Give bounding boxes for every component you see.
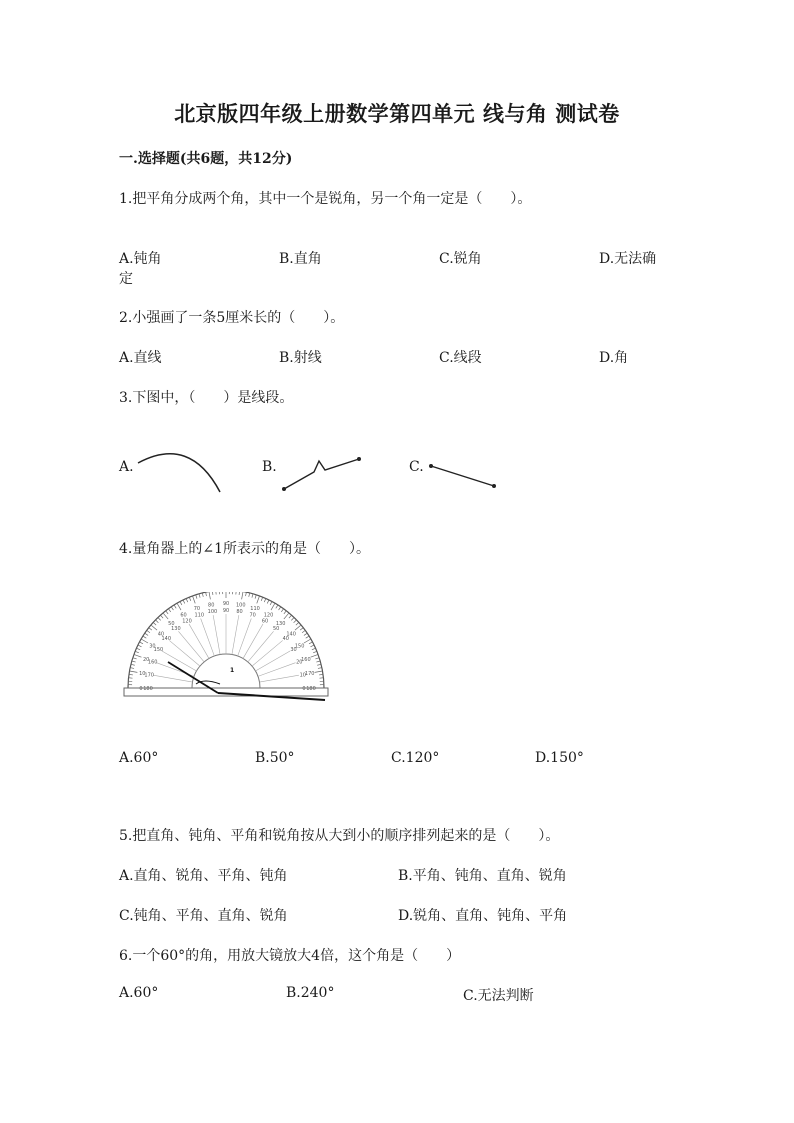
protractor-tick <box>135 651 139 652</box>
protractor-tick <box>261 597 262 601</box>
question-3-figure-label-a[interactable]: A. <box>119 459 134 475</box>
protractor-guide-line <box>213 615 220 654</box>
question-4-option-a[interactable]: A.60° <box>119 750 159 766</box>
protractor-tick <box>143 636 146 638</box>
protractor-tick <box>279 607 281 610</box>
angle-label: 1 <box>230 667 235 674</box>
protractor-scale-label: 70 <box>193 606 201 613</box>
protractor-tick <box>267 600 269 604</box>
protractor-scale-label: 0 <box>139 686 143 692</box>
protractor-tick <box>318 668 322 669</box>
protractor-tick <box>134 654 142 657</box>
protractor-tick <box>300 628 303 630</box>
protractor-tick <box>316 661 320 662</box>
protractor-scale-label: 60 <box>261 618 269 625</box>
question-6-option-b[interactable]: B.240° <box>286 985 335 1001</box>
section-heading: 一.选择题(共6题，共12分) <box>119 151 293 167</box>
protractor-guide-line <box>189 624 209 659</box>
protractor-tick <box>168 609 170 612</box>
question-2-option-d[interactable]: D.角 <box>599 350 629 366</box>
question-2-option-a[interactable]: A.直线 <box>119 350 162 366</box>
protractor-tick <box>132 661 136 662</box>
protractor-tick <box>160 615 163 618</box>
question-5-option-d[interactable]: D.锐角、直角、钝角、平角 <box>398 908 568 924</box>
protractor-scale-label: 150 <box>153 647 164 653</box>
question-1-option-d-wrap: 定 <box>119 271 133 287</box>
protractor-tick <box>317 664 321 665</box>
protractor-tick <box>304 639 311 643</box>
question-2-option-c[interactable]: C.线段 <box>439 350 482 366</box>
protractor-tick <box>239 592 240 595</box>
protractor-tick <box>183 600 185 604</box>
protractor-guide-line <box>255 651 290 671</box>
protractor-scale-label: 160 <box>301 656 311 663</box>
protractor-tick <box>313 651 317 652</box>
protractor-guide-line <box>259 675 298 682</box>
question-2-option-b[interactable]: B.射线 <box>279 350 322 366</box>
page-title: 北京版四年级上册数学第四单元 线与角 测试卷 <box>174 101 620 126</box>
protractor-tick <box>151 625 157 630</box>
protractor-tick <box>309 642 313 644</box>
protractor-scale-label: 40 <box>157 631 165 638</box>
protractor-tick <box>147 630 150 632</box>
protractor-tick <box>270 601 272 605</box>
protractor-scale-label: 70 <box>249 612 256 619</box>
protractor-scale-label: 20 <box>296 659 303 666</box>
question-1-option-c[interactable]: C.锐角 <box>439 251 482 267</box>
protractor-tick <box>189 597 190 601</box>
protractor-tick <box>174 605 176 608</box>
protractor-tick <box>291 618 294 621</box>
protractor-scale-label: 30 <box>149 643 156 650</box>
protractor-tick <box>294 620 297 623</box>
protractor-tick <box>315 671 323 672</box>
protractor-tick <box>129 674 133 675</box>
question-1-stem: 1.把平角分成两个角，其中一个是锐角，另一个角一定是（ ）。 <box>119 191 532 207</box>
protractor-tick <box>252 594 253 598</box>
question-2-stem: 2.小强画了一条5厘米长的（ ）。 <box>119 310 345 326</box>
protractor-tick <box>310 645 314 647</box>
protractor-tick <box>212 592 213 595</box>
question-5-option-a[interactable]: A.直角、锐角、平角、钝角 <box>119 868 288 884</box>
protractor-tick <box>255 595 256 599</box>
protractor-scale-label: 120 <box>263 612 274 619</box>
protractor-scale-label: 10 <box>139 671 146 678</box>
protractor-scale-label: 60 <box>180 612 187 619</box>
protractor-scale-label: 170 <box>304 671 315 678</box>
protractor-tick <box>136 648 140 650</box>
protractor-tick <box>264 598 266 602</box>
protractor-guide-line <box>201 618 215 656</box>
protractor-tick <box>312 648 316 650</box>
protractor-tick <box>295 625 301 630</box>
protractor-tick <box>180 601 182 605</box>
protractor-guide-line <box>153 675 192 682</box>
protractor-scale-label: 150 <box>294 643 305 650</box>
protractor-scale-label: 160 <box>147 659 158 666</box>
question-4-option-c[interactable]: C.120° <box>391 750 440 766</box>
protractor-scale-label: 80 <box>236 609 243 616</box>
protractor-scale-label: 90 <box>222 608 230 614</box>
protractor-scale-label: 100 <box>207 609 218 616</box>
protractor-scale-label: 180 <box>306 686 316 692</box>
protractor-scale-label: 30 <box>290 647 297 653</box>
protractor-tick <box>257 596 260 604</box>
protractor-tick <box>242 592 243 599</box>
protractor-tick <box>156 620 159 623</box>
protractor-tick <box>302 630 305 632</box>
protractor-tick <box>149 628 152 630</box>
protractor-scale-label: 170 <box>144 672 154 679</box>
question-4-stem: 4.量角器上的∠1所表示的角是（ ）。 <box>119 541 370 557</box>
question-3-figure-label-c[interactable]: C. <box>409 459 424 475</box>
protractor-scale-label: 90 <box>222 601 230 607</box>
protractor-scale-label: 130 <box>275 620 286 627</box>
protractor-guide-line <box>178 631 204 662</box>
protractor-tick <box>129 671 137 672</box>
protractor-scale-label: 0 <box>302 686 306 692</box>
protractor-scale-label: 140 <box>161 635 172 642</box>
protractor-base <box>124 688 328 696</box>
question-6-stem: 6.一个60°的角，用放大镜放大4倍，这个角是（ ） <box>119 948 461 964</box>
protractor-tick <box>249 593 250 597</box>
protractor-tick <box>319 674 323 675</box>
protractor-scale-label: 110 <box>250 606 260 613</box>
protractor-tick <box>133 658 137 659</box>
protractor-tick <box>315 658 319 659</box>
question-1-option-d[interactable]: D.无法确 <box>599 251 657 267</box>
protractor-tick <box>304 633 307 635</box>
question-1-option-a[interactable]: A.钝角 <box>119 251 162 267</box>
protractor-guide-line <box>169 640 200 666</box>
protractor-tick <box>139 642 143 644</box>
protractor-scale-label: 20 <box>142 656 150 663</box>
protractor-tick <box>177 603 181 610</box>
protractor-tick <box>131 664 135 665</box>
protractor-tick <box>166 611 168 614</box>
protractor-tick <box>196 595 197 599</box>
protractor-guide-line <box>258 663 296 677</box>
question-4-option-b[interactable]: B.50° <box>255 750 295 766</box>
protractor-scale-label: 40 <box>282 635 289 642</box>
protractor-guide-line <box>248 631 274 662</box>
protractor-tick <box>130 668 134 669</box>
protractor-guide-line <box>252 640 283 666</box>
protractor-tick <box>271 603 275 610</box>
protractor-tick <box>284 611 286 614</box>
protractor-tick <box>209 592 210 599</box>
protractor-tick <box>281 609 283 612</box>
protractor-scale-label: 110 <box>194 612 205 619</box>
protractor-tick <box>199 594 200 598</box>
protractor-tick <box>296 622 299 625</box>
question-6-option-c[interactable]: C.无法判断 <box>463 988 534 1004</box>
protractor-tick <box>311 654 319 657</box>
protractor-tick <box>186 598 188 602</box>
question-5-option-b[interactable]: B.平角、钝角、直角、锐角 <box>398 868 567 884</box>
protractor-tick <box>306 636 309 638</box>
protractor-scale-label: 140 <box>286 631 296 638</box>
figure-broken-line <box>278 452 368 494</box>
question-3-figure-label-b[interactable]: B. <box>262 459 277 475</box>
protractor-tick <box>141 639 148 643</box>
protractor-tick <box>206 592 207 596</box>
protractor-tick <box>202 593 203 597</box>
question-1-option-b[interactable]: B.直角 <box>279 251 322 267</box>
figure-arc <box>130 440 230 500</box>
protractor-scale-label: 10 <box>299 672 307 679</box>
protractor-tick <box>138 645 142 647</box>
question-3-stem: 3.下图中，（ ）是线段。 <box>119 390 294 406</box>
protractor-scale-label: 50 <box>272 626 280 633</box>
protractor-scale-label: 180 <box>143 686 153 692</box>
protractor-tick <box>145 633 148 635</box>
protractor-tick <box>246 592 247 596</box>
question-6-option-a[interactable]: A.60° <box>119 985 159 1001</box>
question-5-stem: 5.把直角、钝角、平角和锐角按从大到小的顺序排列起来的是（ ）。 <box>119 828 560 844</box>
protractor-tick <box>158 618 161 621</box>
protractor-tick <box>289 615 292 618</box>
protractor-tick <box>192 596 195 604</box>
protractor-tick <box>284 613 289 619</box>
question-4-option-d[interactable]: D.150° <box>535 750 584 766</box>
protractor-scale-label: 50 <box>168 620 175 627</box>
question-5-option-c[interactable]: C.钝角、平角、直角、锐角 <box>119 908 288 924</box>
protractor-tick <box>171 607 173 610</box>
protractor-scale-label: 130 <box>171 626 181 633</box>
protractor-scale-label: 100 <box>235 602 246 609</box>
protractor-scale-label: 120 <box>182 618 192 625</box>
protractor-guide-line <box>232 615 239 654</box>
protractor-tick <box>153 622 156 625</box>
protractor-guide-line <box>243 624 263 659</box>
protractor-scale-label: 80 <box>208 602 215 609</box>
protractor-tick <box>163 613 168 619</box>
figure-line-segment <box>425 460 501 492</box>
protractor-figure <box>118 592 334 708</box>
protractor-tick <box>276 605 278 608</box>
protractor-guide-line <box>238 618 252 656</box>
